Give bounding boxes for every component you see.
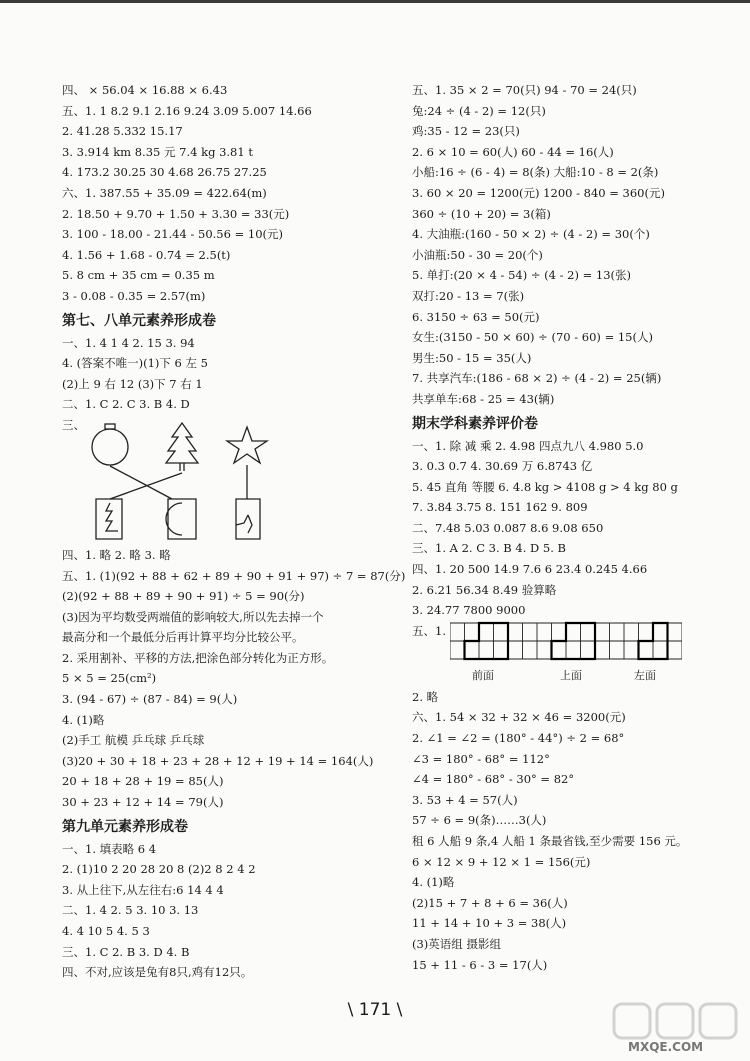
answer-line: 2. 6.21 56.34 8.49 验算略 — [412, 582, 557, 597]
answer-line: (2)手工 航模 乒乓球 乒乓球 — [62, 733, 205, 748]
answer-line: (2)上 9 右 12 (3)下 7 右 1 — [62, 376, 203, 391]
answer-line: 女生:(3150 - 50 × 60) ÷ (70 - 60) = 15(人) — [412, 330, 653, 345]
answer-line: 4. (1)略 — [62, 712, 105, 727]
view-label: 左面 — [634, 668, 656, 682]
answer-line: 二、1. 4 2. 5 3. 10 3. 13 — [62, 903, 199, 918]
answer-line: 小油瓶:50 - 30 = 20(个) — [412, 247, 543, 262]
answer-line: 3. 53 + 4 = 57(人) — [412, 792, 518, 807]
answer-line: (2)(92 + 88 + 89 + 90 + 91) ÷ 5 = 90(分) — [62, 589, 305, 604]
answer-line: 3. 60 × 20 = 1200(元) 1200 - 840 = 360(元) — [412, 185, 665, 200]
answer-line: 小船:16 ÷ (6 - 4) = 8(条) 大船:10 - 8 = 2(条) — [412, 165, 659, 180]
answer-line: 三、1. C 2. B 3. D 4. B — [62, 944, 190, 959]
answer-line: 四、不对,应该是兔有8只,鸡有12只。 — [62, 965, 253, 980]
answer-line: 3. 0.3 0.7 4. 30.69 万 6.8743 亿 — [412, 459, 593, 474]
answer-line: 6 × 12 × 9 + 12 × 1 = 156(元) — [412, 854, 591, 869]
answer-line: 2. 41.28 5.332 15.17 — [62, 124, 183, 139]
answer-line: 五、1. — [412, 623, 446, 638]
answer-line: 五、1. (1)(92 + 88 + 62 + 89 + 90 + 91 + 97) ÷ 7 = 87(分) — [62, 568, 406, 583]
answer-line: 15 + 11 - 6 - 3 = 17(人) — [412, 957, 548, 972]
answer-line: 5. 8 cm + 35 cm = 0.35 m — [62, 268, 215, 283]
answer-line: 3. 3.914 km 8.35 元 7.4 kg 3.81 t — [62, 144, 253, 159]
right-column — [412, 80, 732, 975]
answer-line: 2. 6 × 10 = 60(人) 60 - 44 = 16(人) — [412, 144, 614, 159]
view-label: 上面 — [560, 668, 582, 682]
answer-line: 4. 1.56 + 1.68 - 0.74 = 2.5(t) — [62, 247, 231, 262]
answer-line: 四、1. 略 2. 略 3. 略 — [62, 547, 171, 562]
shape-matching-diagram — [62, 415, 392, 545]
answer-line: 20 + 18 + 28 + 19 = 85(人) — [62, 774, 224, 789]
answer-line: 男生:50 - 15 = 35(人) — [412, 350, 532, 365]
tree-shape-icon — [166, 423, 198, 471]
answer-line: 2. 采用割补、平移的方法,把涂色部分转化为正方形。 — [62, 650, 334, 665]
answer-line: 5. 单打:(20 × 4 - 54) ÷ (4 - 2) = 13(张) — [412, 268, 632, 283]
cut-rectangle-tree-icon — [96, 499, 122, 539]
answer-line: 四、 × 56.04 × 16.88 × 6.43 — [62, 83, 228, 97]
answer-line: 六、1. 387.55 + 35.09 = 422.64(m) — [62, 185, 267, 200]
answer-line: 7. 3.84 3.75 8. 151 162 9. 809 — [412, 500, 588, 515]
answer-line: 二、1. C 2. C 3. B 4. D — [62, 397, 190, 412]
answer-line: 双打:20 - 13 = 7(张) — [412, 288, 525, 303]
answer-line: 360 ÷ (10 + 20) = 3(箱) — [412, 206, 551, 221]
page-number: \ 171 \ — [347, 1000, 403, 1020]
answer-line: 一、1. 填表略 6 4 — [62, 841, 157, 856]
answer-line: 兔:24 ÷ (4 - 2) = 12(只) — [412, 103, 546, 118]
answer-line: ∠4 = 180° - 68° - 30° = 82° — [412, 772, 575, 787]
answer-line: (3)20 + 30 + 18 + 23 + 28 + 12 + 19 + 14 = 164(人) — [62, 753, 374, 768]
watermark-text: MXQE.COM — [628, 1040, 704, 1054]
ornament-shape-icon — [92, 429, 128, 465]
answer-line: 4. (1)略 — [412, 875, 455, 890]
answer-line: 五、1. 1 8.2 9.1 2.16 9.24 3.09 5.007 14.66 — [62, 103, 312, 118]
answer-line: 2. 18.50 + 9.70 + 1.50 + 3.30 = 33(元) — [62, 206, 290, 221]
answer-line: 3. 从上往下,从左往右:6 14 4 4 — [62, 882, 224, 897]
answer-line: 4. 4 10 5 4. 5 3 — [62, 924, 150, 938]
cut-rectangle-star-icon — [236, 499, 260, 539]
three-view-grid — [412, 621, 732, 663]
answer-line: 鸡:35 - 12 = 23(只) — [412, 124, 520, 139]
view-labels — [412, 663, 732, 687]
answer-line: 最高分和一个最低分后再计算平均分比较公平。 — [62, 630, 304, 645]
answer-line: 6. 3150 ÷ 63 = 50(元) — [412, 309, 540, 324]
section-title: 第七、八单元素养形成卷 — [62, 312, 216, 329]
answer-line: 4. 大油瓶:(160 - 50 × 2) ÷ (4 - 2) = 30(个) — [412, 227, 650, 242]
grid-drawing — [450, 621, 682, 661]
star-shape-icon — [227, 427, 267, 463]
answer-line: 30 + 23 + 12 + 14 = 79(人) — [62, 795, 224, 810]
answer-line: 五、1. 35 × 2 = 70(只) 94 - 70 = 24(只) — [412, 83, 637, 97]
answer-line: 三、1. A 2. C 3. B 4. D 5. B — [412, 541, 566, 556]
matching-figure — [62, 415, 392, 545]
top-border — [0, 0, 750, 3]
answer-line: 2. (1)10 2 20 28 20 8 (2)2 8 2 4 2 — [62, 862, 256, 877]
answer-line: 共享单车:68 - 25 = 43(辆) — [412, 391, 555, 406]
answer-line: 4. (答案不唯一)(1)下 6 左 5 — [62, 356, 208, 371]
cut-rectangle-circle-icon — [166, 499, 196, 539]
answer-line: 六、1. 54 × 32 + 32 × 46 = 3200(元) — [412, 710, 626, 725]
answer-line: 3. 24.77 7800 9000 — [412, 603, 526, 618]
answer-line: 5 × 5 = 25(cm²) — [62, 671, 157, 686]
answer-line: 3. 100 - 18.00 - 21.44 - 50.56 = 10(元) — [62, 227, 283, 242]
answer-line: 11 + 14 + 10 + 3 = 38(人) — [412, 916, 567, 931]
section-title: 期末学科素养评价卷 — [412, 415, 538, 432]
section-title: 第九单元素养形成卷 — [62, 818, 188, 835]
answer-line: 3 - 0.08 - 0.35 = 2.57(m) — [62, 288, 206, 303]
answer-line: 二、7.48 5.03 0.087 8.6 9.08 650 — [412, 520, 604, 535]
answer-line: 四、1. 20 500 14.9 7.6 6 23.4 0.245 4.66 — [412, 562, 648, 577]
answer-line: 5. 45 直角 等腰 6. 4.8 kg > 4108 g > 4 kg 80 g — [412, 479, 678, 494]
answer-line: (2)15 + 7 + 8 + 6 = 36(人) — [412, 895, 568, 910]
left-column — [62, 80, 406, 983]
answer-line: 7. 共享汽车:(186 - 68 × 2) ÷ (4 - 2) = 25(辆) — [412, 371, 662, 386]
answer-line: (3)因为平均数受两端值的影响较大,所以先去掉一个 — [62, 609, 324, 624]
answer-line: 租 6 人船 9 条,4 人船 1 条最省钱,至少需要 156 元。 — [412, 834, 688, 848]
answer-line: 4. 173.2 30.25 30 4.68 26.75 27.25 — [62, 165, 267, 180]
answer-line: 一、1. 除 减 乘 2. 4.98 四点九八 4.980 5.0 — [412, 438, 644, 453]
answer-line: 2. ∠1 = ∠2 = (180° - 44°) ÷ 2 = 68° — [412, 731, 625, 746]
answer-line: 3. (94 - 67) ÷ (87 - 84) = 9(人) — [62, 692, 238, 707]
answer-line: ∠3 = 180° - 68° = 112° — [412, 751, 550, 766]
answer-line: 三、 — [62, 417, 85, 432]
answer-line: (3)英语组 摄影组 — [412, 936, 501, 951]
view-label: 前面 — [472, 668, 494, 682]
answer-line: 一、1. 4 1 4 2. 15 3. 94 — [62, 335, 195, 350]
answer-line: 57 ÷ 6 = 9(条)……3(人) — [412, 813, 547, 828]
answer-line: 2. 略 — [412, 689, 439, 704]
